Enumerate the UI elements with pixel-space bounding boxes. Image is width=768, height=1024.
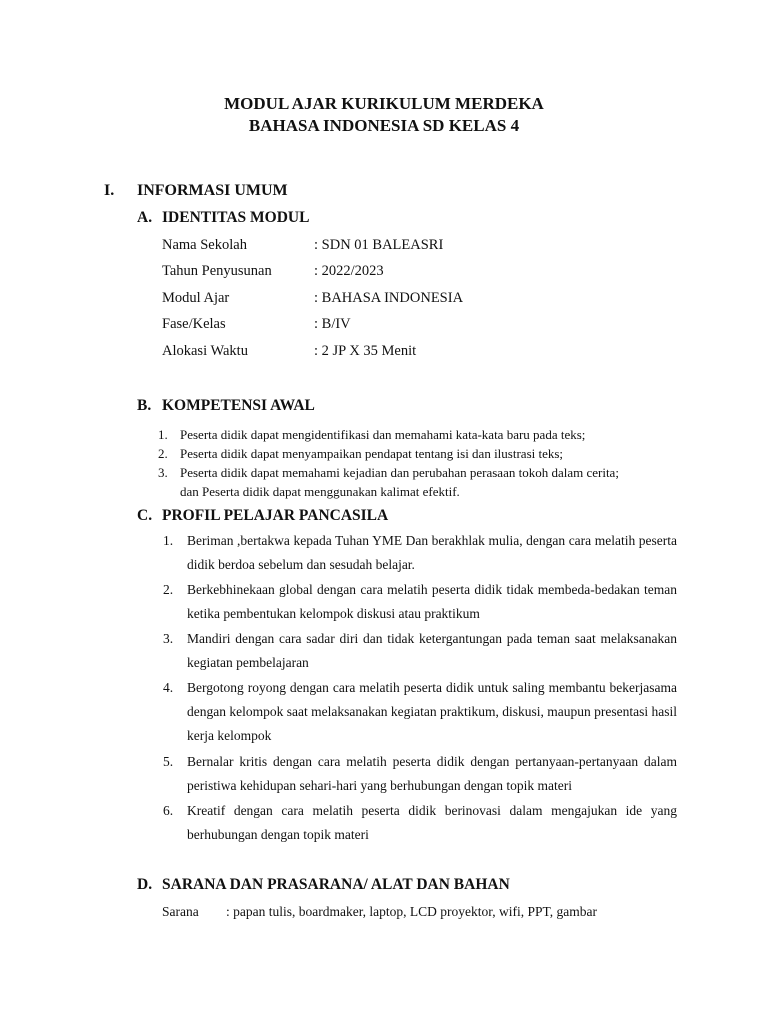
list-item-number: 3. (158, 465, 168, 480)
subsection-title-profil-pelajar-pancasila: PROFIL PELAJAR PANCASILA (162, 507, 389, 524)
list-item-number: 2. (158, 446, 168, 461)
document-title-line-2: BAHASA INDONESIA SD KELAS 4 (248, 116, 520, 135)
list-item: Bergotong royong dengan cara melatih peserta didik untuk saling membantu bekerjasama dengan kelompok saat melaksanakan kegiatan praktikum, diskusi, maupun presentasi hasil kerja kelompok (187, 680, 678, 743)
list-item-number: 4. (163, 680, 174, 695)
list-item: Peserta didik dapat memahami kejadian dan perubahan perasaan tokoh dalam cerita; (180, 465, 619, 480)
identitas-value: : 2 JP X 35 Menit (314, 343, 417, 359)
sarana-value: : papan tulis, boardmaker, laptop, LCD proyektor, wifi, PPT, gambar (226, 904, 597, 919)
list-item: Beriman ,bertakwa kepada Tuhan YME Dan berakhlak mulia, dengan cara melatih peserta didik berdoa sebelum dan sesudah belajar. (187, 533, 677, 572)
list-item-number: 1. (158, 427, 168, 442)
subsection-title-identitas-modul: IDENTITAS MODUL (162, 209, 310, 226)
identitas-value: : 2022/2023 (314, 263, 384, 279)
list-item: Kreatif dengan cara melatih peserta didik berinovasi dalam mengajukan ide yang berhubungan dengan topik materi (187, 803, 677, 842)
list-item: Mandiri dengan cara sadar diri dan tidak ketergantungan pada teman saat melaksanakan kegiatan pembelajaran (187, 631, 677, 670)
subsection-letter-a: A. (137, 209, 153, 226)
list-item-number: 1. (163, 533, 174, 548)
identitas-label: Tahun Penyusunan (162, 263, 272, 279)
list-item: Bernalar kritis dengan cara melatih peserta didik dengan pertanyaan-pertanyaan dalam peristiwa kehidupan sehari-hari yang berhubungan dengan topik materi (187, 754, 677, 793)
subsection-letter-c: C. (137, 507, 153, 524)
subsection-title-sarana-dan-prasarana: SARANA DAN PRASARANA/ ALAT DAN BAHAN (162, 876, 510, 893)
identitas-value: : BAHASA INDONESIA (314, 290, 464, 306)
list-item-continuation: dan Peserta didik dapat menggunakan kalimat efektif. (180, 484, 460, 499)
sarana-label: Sarana (162, 904, 199, 919)
list-item: Berkebhinekaan global dengan cara melatih peserta didik tidak membeda-bedakan teman ketika pembentukan kelompok diskusi atau praktikum (187, 582, 677, 621)
list-item-number: 2. (163, 582, 174, 597)
list-item-number: 6. (163, 803, 174, 818)
list-item: Peserta didik dapat menyampaikan pendapat tentang isi dan ilustrasi teks; (180, 446, 564, 461)
identitas-label: Modul Ajar (162, 290, 230, 306)
list-item: Peserta didik dapat mengidentifikasi dan memahami kata-kata baru pada teks; (180, 427, 586, 442)
subsection-letter-b: B. (137, 397, 152, 414)
subsection-letter-d: D. (137, 876, 153, 893)
list-item-number: 5. (163, 754, 174, 769)
identitas-value: : SDN 01 BALEASRI (314, 237, 444, 253)
document-title-line-1: MODUL AJAR KURIKULUM MERDEKA (224, 94, 544, 113)
subsection-title-kompetensi-awal: KOMPETENSI AWAL (162, 397, 315, 414)
section-title-informasi-umum: INFORMASI UMUM (137, 182, 288, 199)
list-item-number: 3. (163, 631, 174, 646)
section-number: I. (104, 182, 115, 199)
identitas-label: Fase/Kelas (162, 316, 226, 332)
identitas-label: Nama Sekolah (162, 237, 247, 253)
identitas-label: Alokasi Waktu (162, 343, 248, 359)
identitas-value: : B/IV (314, 316, 351, 332)
